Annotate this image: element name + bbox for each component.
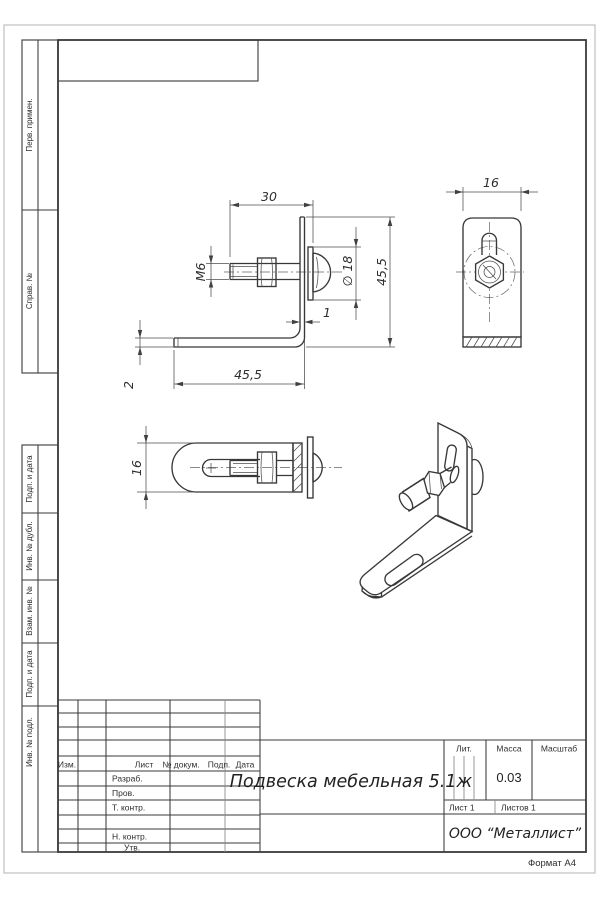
sheets-total: Листов 1	[501, 802, 536, 813]
mass-value: 0.03	[496, 770, 522, 785]
document-title: Подвеска мебельная 5.1ж	[229, 772, 473, 792]
margin-label-inv-no-podl: Инв. № подл.	[25, 717, 34, 767]
col-data: Дата	[235, 759, 255, 770]
margin-label-podp-i-data-2: Подп. и дата	[25, 650, 34, 698]
margin-label-vzam-inv-no: Взам. инв. №	[25, 586, 34, 636]
col-podp: Подп.	[207, 759, 231, 770]
dim-thread	[193, 246, 229, 297]
margin-column	[22, 40, 58, 852]
role-nkontr: Н. контр.	[112, 831, 148, 842]
sheet-number: Лист 1	[449, 802, 475, 813]
svg-text:∅ 18: ∅ 18	[340, 255, 355, 287]
dim-plate-thickness	[286, 305, 331, 324]
margin-label-podp-i-data-1: Подп. и дата	[25, 455, 34, 503]
svg-text:16: 16	[129, 460, 144, 476]
role-utv: Утв.	[124, 842, 141, 853]
dim-washer-diameter	[314, 227, 361, 320]
svg-text:30: 30	[261, 189, 277, 204]
dim-plate-width	[446, 175, 538, 211]
col-list: Лист	[134, 759, 154, 770]
top-view	[129, 426, 342, 509]
margin-label-inv-no-dubl: Инв. № дубл.	[25, 521, 34, 571]
scale-label: Масштаб	[540, 743, 578, 754]
main-view	[121, 189, 395, 389]
format-note: Формат А4	[527, 858, 577, 869]
svg-text:1: 1	[323, 305, 331, 320]
svg-text:45,5: 45,5	[374, 258, 389, 286]
role-razrab: Разраб.	[112, 773, 143, 784]
role-tkontr: Т. контр.	[112, 802, 146, 813]
front-view	[446, 175, 538, 347]
col-izm: Изм.	[57, 759, 77, 770]
lit-label: Лит.	[456, 743, 472, 754]
svg-text:М6: М6	[193, 262, 208, 282]
company-name: ООО “Металлист”	[448, 826, 582, 842]
top-left-stamp-box	[58, 40, 258, 81]
col-docnum: № докум.	[162, 759, 200, 770]
margin-label-sprav-no: Справ. №	[25, 272, 34, 310]
mass-label: Масса	[496, 743, 522, 754]
svg-text:45,5: 45,5	[234, 367, 262, 382]
svg-text:2: 2	[121, 381, 136, 389]
isometric-view	[360, 423, 483, 598]
dim-leg-thickness	[121, 320, 173, 389]
svg-text:16: 16	[483, 175, 499, 190]
title-block	[58, 700, 586, 853]
role-prov: Пров.	[112, 788, 135, 798]
dim-leg-width	[129, 426, 195, 509]
margin-label-perv-primen: Перв. примен.	[25, 98, 34, 152]
